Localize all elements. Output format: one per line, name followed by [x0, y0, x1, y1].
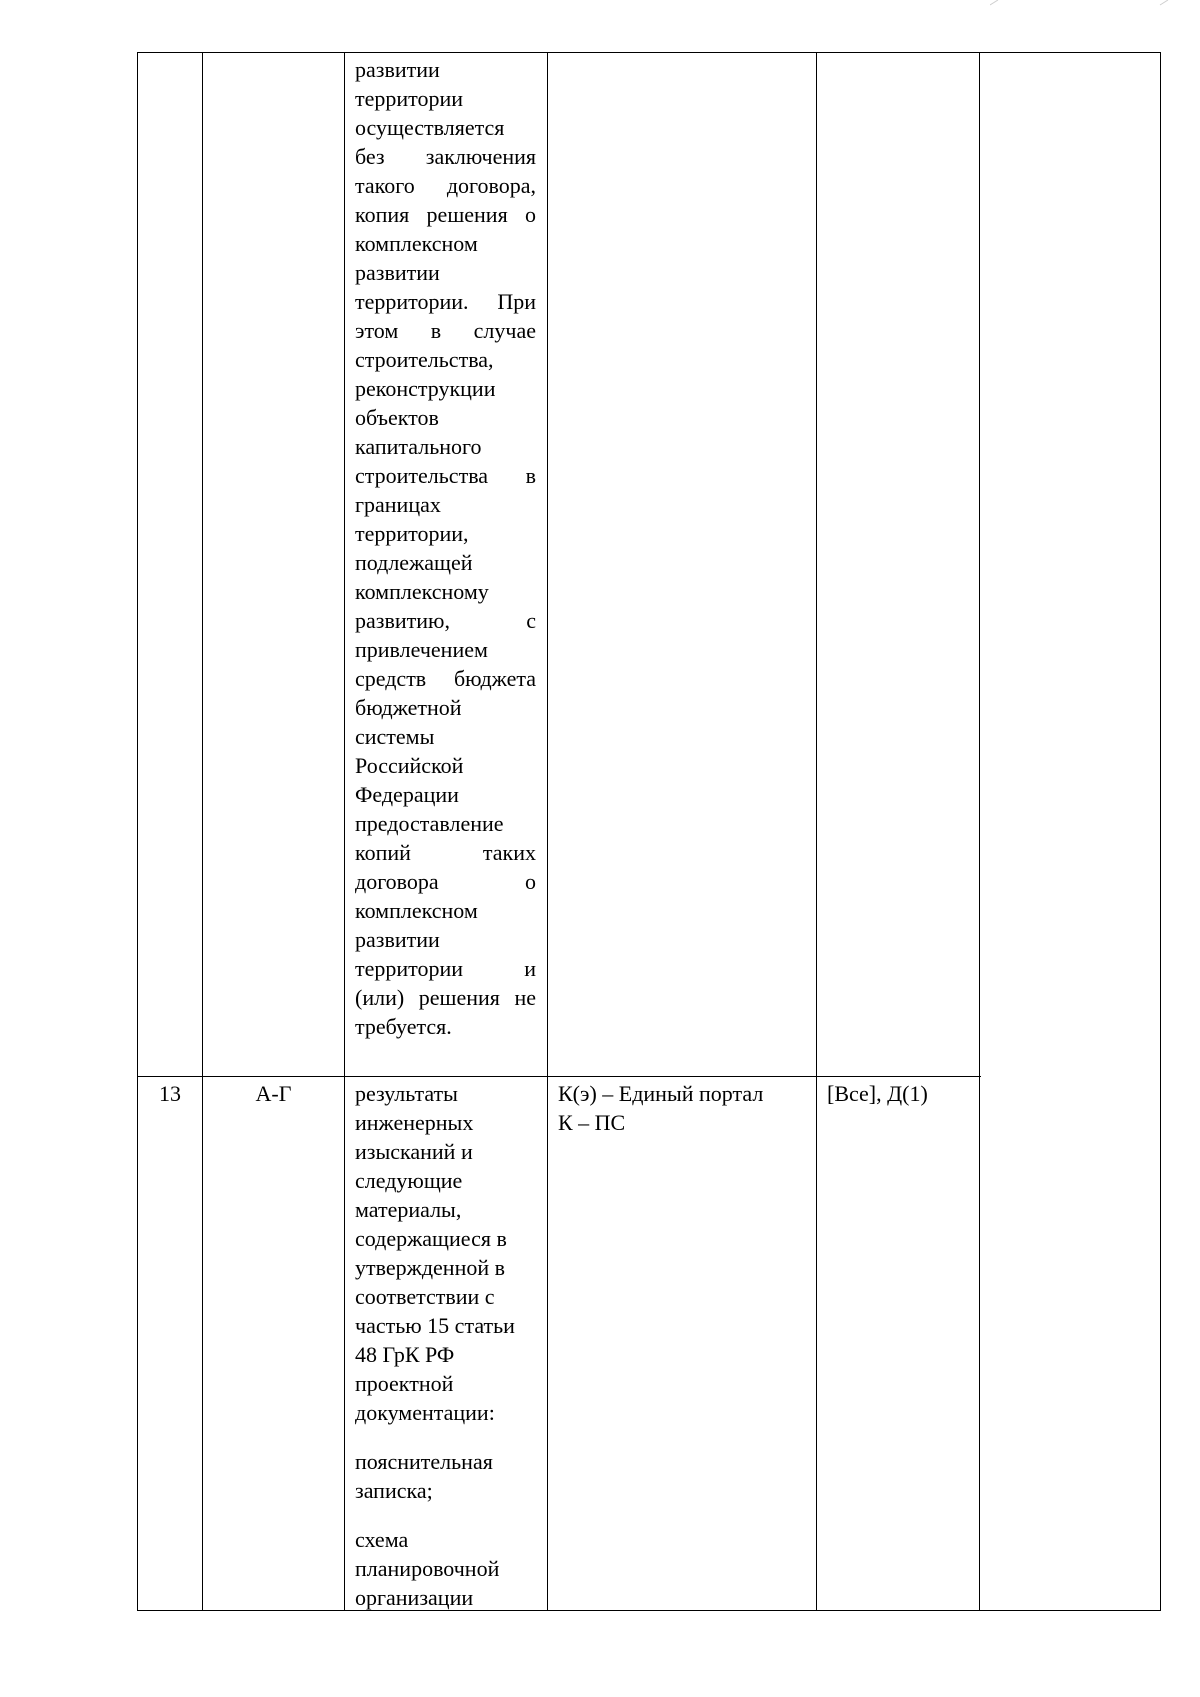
content-line: (или) решения не: [355, 985, 536, 1010]
content-line: следующие: [355, 1168, 463, 1193]
content-line: инженерных: [355, 1110, 474, 1135]
col-border-4: [816, 52, 817, 1611]
content-line: копий таких: [355, 840, 536, 865]
row-number: 13: [159, 1081, 181, 1106]
paragraph-gap: [355, 1505, 536, 1525]
source-line-electronic: К(э) – Единый портал: [558, 1081, 764, 1106]
content-line: бюджетной: [355, 695, 462, 720]
content-line: реконструкции: [355, 376, 496, 401]
content-line: средств бюджета: [355, 666, 536, 691]
content-line: организации: [355, 1585, 474, 1610]
col-border-6: [1160, 52, 1161, 1611]
content-line: результаты: [355, 1081, 458, 1106]
source-line-paper: К – ПС: [558, 1110, 626, 1135]
col-border-0: [137, 52, 138, 1611]
content-line: подлежащей: [355, 550, 473, 575]
content-line: строительства в: [355, 463, 536, 488]
content-line: комплексному: [355, 579, 489, 604]
content-line: территории: [355, 86, 464, 111]
content-line: комплексном: [355, 231, 478, 256]
scope-text: [Все], Д(1): [827, 1081, 928, 1106]
content-line: схема: [355, 1527, 409, 1552]
content-line: этом в случае: [355, 318, 536, 343]
row-divider: [137, 1076, 981, 1077]
row-group-code: А-Г: [255, 1081, 292, 1106]
paragraph-gap: [355, 1427, 536, 1447]
content-line: территории. При: [355, 289, 536, 314]
content-line: Российской: [355, 753, 464, 778]
content-line: содержащиеся в: [355, 1226, 507, 1251]
content-line: соответствии с: [355, 1284, 495, 1309]
content-line: требуется.: [355, 1014, 452, 1039]
row-13-source-cell: [558, 1079, 808, 1137]
content-line: записка;: [355, 1478, 433, 1503]
content-line: строительства,: [355, 347, 494, 372]
content-line: утвержденной в: [355, 1255, 506, 1280]
content-line: осуществляется: [355, 115, 505, 140]
row-13-number-cell: [138, 1079, 202, 1108]
content-line: 48 ГрК РФ: [355, 1342, 455, 1367]
content-line: развитию, с: [355, 608, 536, 633]
content-line: проектной: [355, 1371, 454, 1396]
table-bottom-border: [137, 1610, 1161, 1611]
content-line: частью 15 статьи: [355, 1313, 515, 1338]
content-line: развитии: [355, 260, 440, 285]
col-border-5: [979, 52, 980, 1611]
content-line: комплексном: [355, 898, 478, 923]
col-border-2: [344, 52, 345, 1611]
content-line: документации:: [355, 1400, 495, 1425]
content-line: изысканий и: [355, 1139, 473, 1164]
row-13-group-cell: [203, 1079, 344, 1108]
col-border-1: [202, 52, 203, 1611]
content-line: без заключения: [355, 144, 536, 169]
content-line: развитии: [355, 927, 440, 952]
content-line: системы: [355, 724, 435, 749]
content-line: материалы,: [355, 1197, 462, 1222]
content-line: границах: [355, 492, 441, 517]
content-line: развитии: [355, 57, 440, 82]
content-line: такого договора,: [355, 173, 536, 198]
content-line: Федерации: [355, 782, 459, 807]
content-line: территории и: [355, 956, 536, 981]
content-line: капитального: [355, 434, 482, 459]
table-top-border: [137, 52, 1161, 53]
content-line: пояснительная: [355, 1449, 493, 1474]
content-line: привлечением: [355, 637, 488, 662]
continued-row-content-cell: [355, 55, 536, 1041]
content-line: предоставление: [355, 811, 504, 836]
content-line: территории,: [355, 521, 469, 546]
content-line: копия решения о: [355, 202, 536, 227]
page-corner-mark: [990, 0, 1170, 6]
content-line: договора о: [355, 869, 536, 894]
row-13-scope-cell: [827, 1079, 977, 1108]
row-13-content-cell: [355, 1079, 536, 1612]
content-line: объектов: [355, 405, 439, 430]
content-line: планировочной: [355, 1556, 500, 1581]
col-border-3: [547, 52, 548, 1611]
